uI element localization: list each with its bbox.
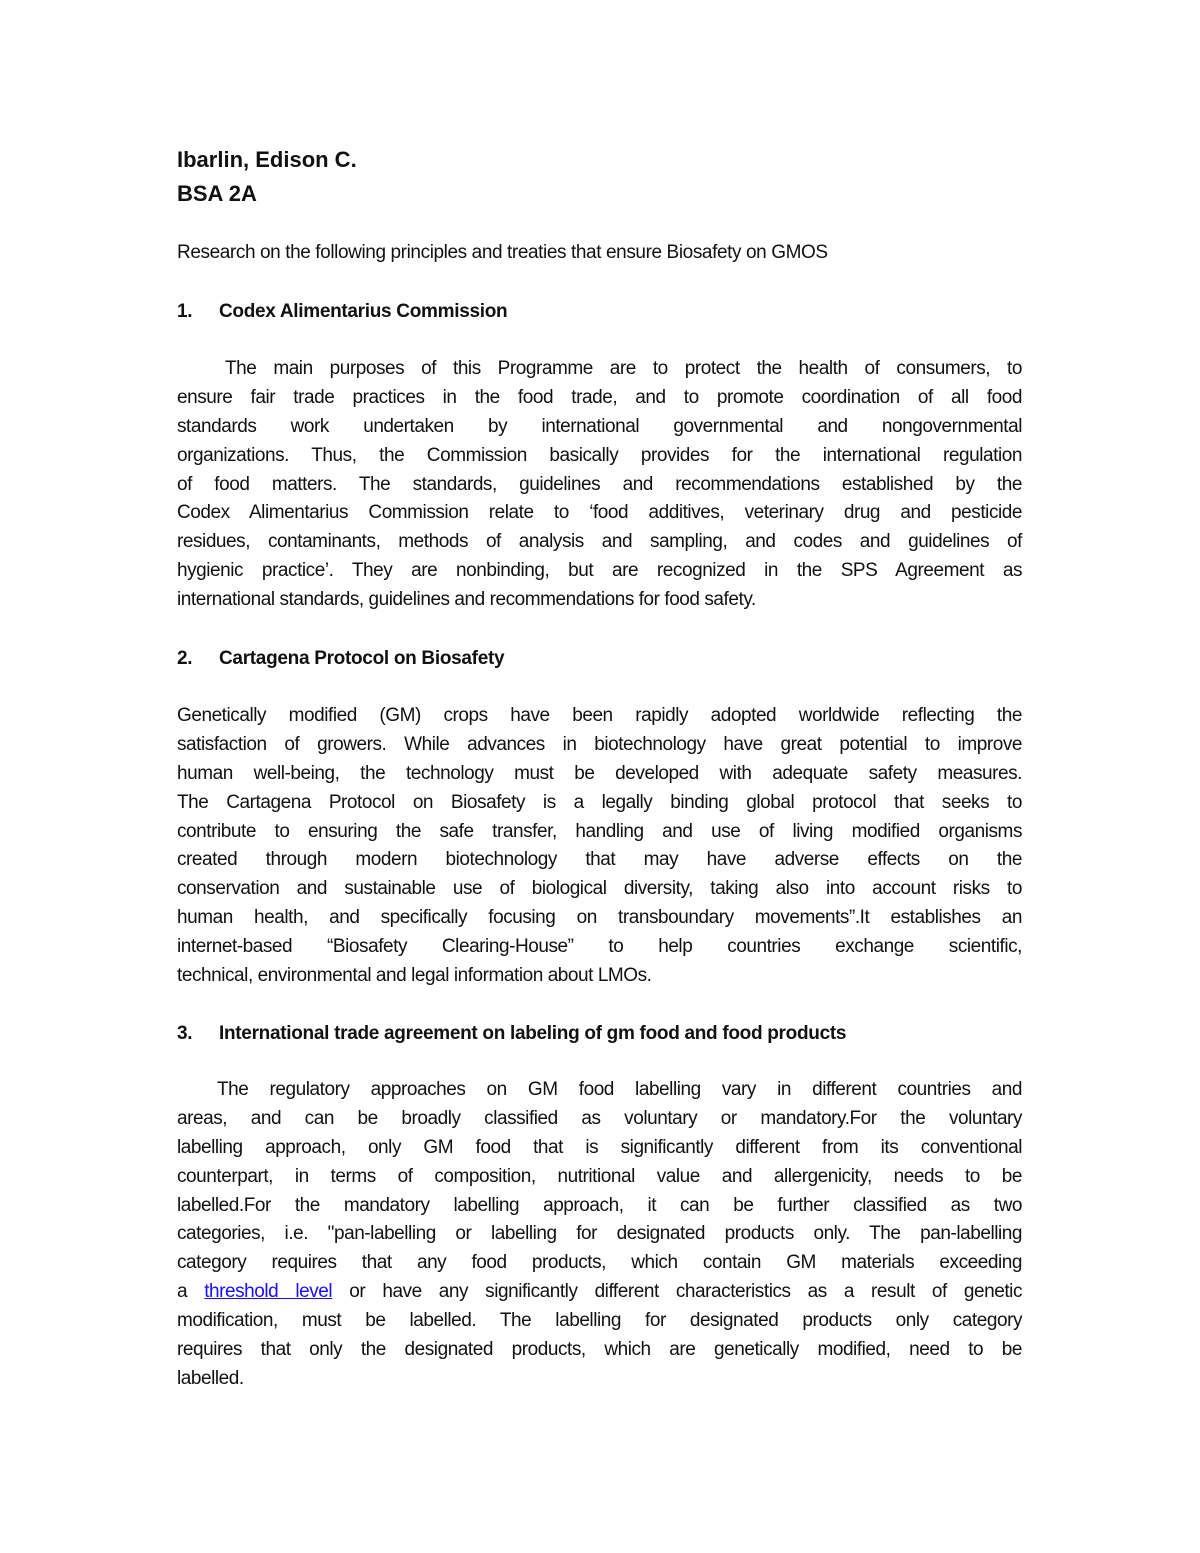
paragraph-line: category requires that any food products, which contain GM materials exceeding <box>177 1252 1022 1274</box>
text-fragment: or have any significantly different characteristics as a result of genetic <box>332 1281 1022 1303</box>
paragraph-line: satisfaction of growers. While advances in biotechnology have great potential to improve <box>177 733 1022 755</box>
paragraph-line: The main purposes of this Programme are to protect the health of consumers, to <box>225 358 1022 379</box>
paragraph-line: human health, and specifically focusing on transboundary movements”.It establishes an <box>177 907 1022 929</box>
section-2-heading <box>177 644 1022 673</box>
section-1-heading <box>177 297 1022 326</box>
author-name: Ibarlin, Edison C. <box>177 147 357 172</box>
paragraph-line: residues, contaminants, methods of analysis and sampling, and codes and guidelines of <box>177 531 1022 553</box>
section-title: International trade agreement on labeling of gm food and food products <box>219 1023 847 1044</box>
paragraph-line: standards work undertaken by international governmental and nongovernmental <box>177 415 1022 437</box>
section-3-body <box>177 1076 1022 1394</box>
paragraph-line: created through modern biotechnology that may have adverse effects on the <box>177 849 1022 871</box>
paragraph-line: technical, environmental and legal information about LMOs. <box>177 965 652 987</box>
section-number: 3. <box>177 1023 193 1044</box>
section-1-body <box>177 355 1022 615</box>
paragraph-line: international standards, guidelines and recommendations for food safety. <box>177 589 756 611</box>
paragraph-line: modification, must be labelled. The labelling for designated products only category <box>177 1310 1022 1332</box>
paragraph-line: labelling approach, only GM food that is significantly different from its conventional <box>177 1136 1022 1158</box>
paragraph-line: counterpart, in terms of composition, nutritional value and allergenicity, needs to be <box>177 1165 1022 1187</box>
paragraph-line: The Cartagena Protocol on Biosafety is a legally binding global protocol that seeks to <box>177 791 1022 813</box>
section-title: Codex Alimentarius Commission <box>219 301 508 322</box>
paragraph-line: conservation and sustainable use of biological diversity, taking also into account risks to <box>177 878 1022 900</box>
paragraph-line: contribute to ensuring the safe transfer, handling and use of living modified organisms <box>177 820 1022 842</box>
paragraph-line: ensure fair trade practices in the food trade, and to promote coordination of all food <box>177 386 1022 408</box>
paragraph-line: Genetically modified (GM) crops have been rapidly adopted worldwide reflecting the <box>177 705 1022 726</box>
paragraph-line: categories, i.e. "pan-labelling or labelling for designated products only. The pan-labelling <box>177 1223 1022 1245</box>
section-number: 2. <box>177 648 193 669</box>
paragraph-line: organizations. Thus, the Commission basically provides for the international regulation <box>177 444 1022 466</box>
section-title: Cartagena Protocol on Biosafety <box>219 648 505 669</box>
paragraph-line: human well-being, the technology must be developed with adequate safety measures. <box>177 762 1022 784</box>
paragraph-line: areas, and can be broadly classified as voluntary or mandatory.For the voluntary <box>177 1107 1022 1129</box>
paragraph-line: internet-based “Biosafety Clearing-House” to help countries exchange scientific, <box>177 936 1022 958</box>
text-fragment: a <box>177 1281 205 1303</box>
section-number: 1. <box>177 301 193 322</box>
paragraph-line <box>177 1278 1022 1307</box>
paragraph-line: labelled.For the mandatory labelling approach, it can be further classified as two <box>177 1194 1022 1216</box>
paragraph-line: Codex Alimentarius Commission relate to ‘food additives, veterinary drug and pesticide <box>177 502 1022 524</box>
paragraph-line: The regulatory approaches on GM food labelling vary in different countries and <box>217 1079 1022 1100</box>
threshold-level-link[interactable]: threshold level <box>204 1281 333 1303</box>
author-header <box>177 143 1022 211</box>
paragraph-line: requires that only the designated products, which are genetically modified, need to be <box>177 1339 1022 1361</box>
intro-text: Research on the following principles and treaties that ensure Biosafety on GMOS <box>177 242 828 263</box>
paragraph-line: of food matters. The standards, guidelines and recommendations established by the <box>177 473 1022 495</box>
section-3-heading <box>177 1019 1022 1048</box>
paragraph-line: hygienic practice’. They are nonbinding, but are recognized in the SPS Agreement as <box>177 560 1022 582</box>
class-section: BSA 2A <box>177 181 257 206</box>
paragraph-line: labelled. <box>177 1367 244 1389</box>
section-2-body <box>177 702 1022 991</box>
